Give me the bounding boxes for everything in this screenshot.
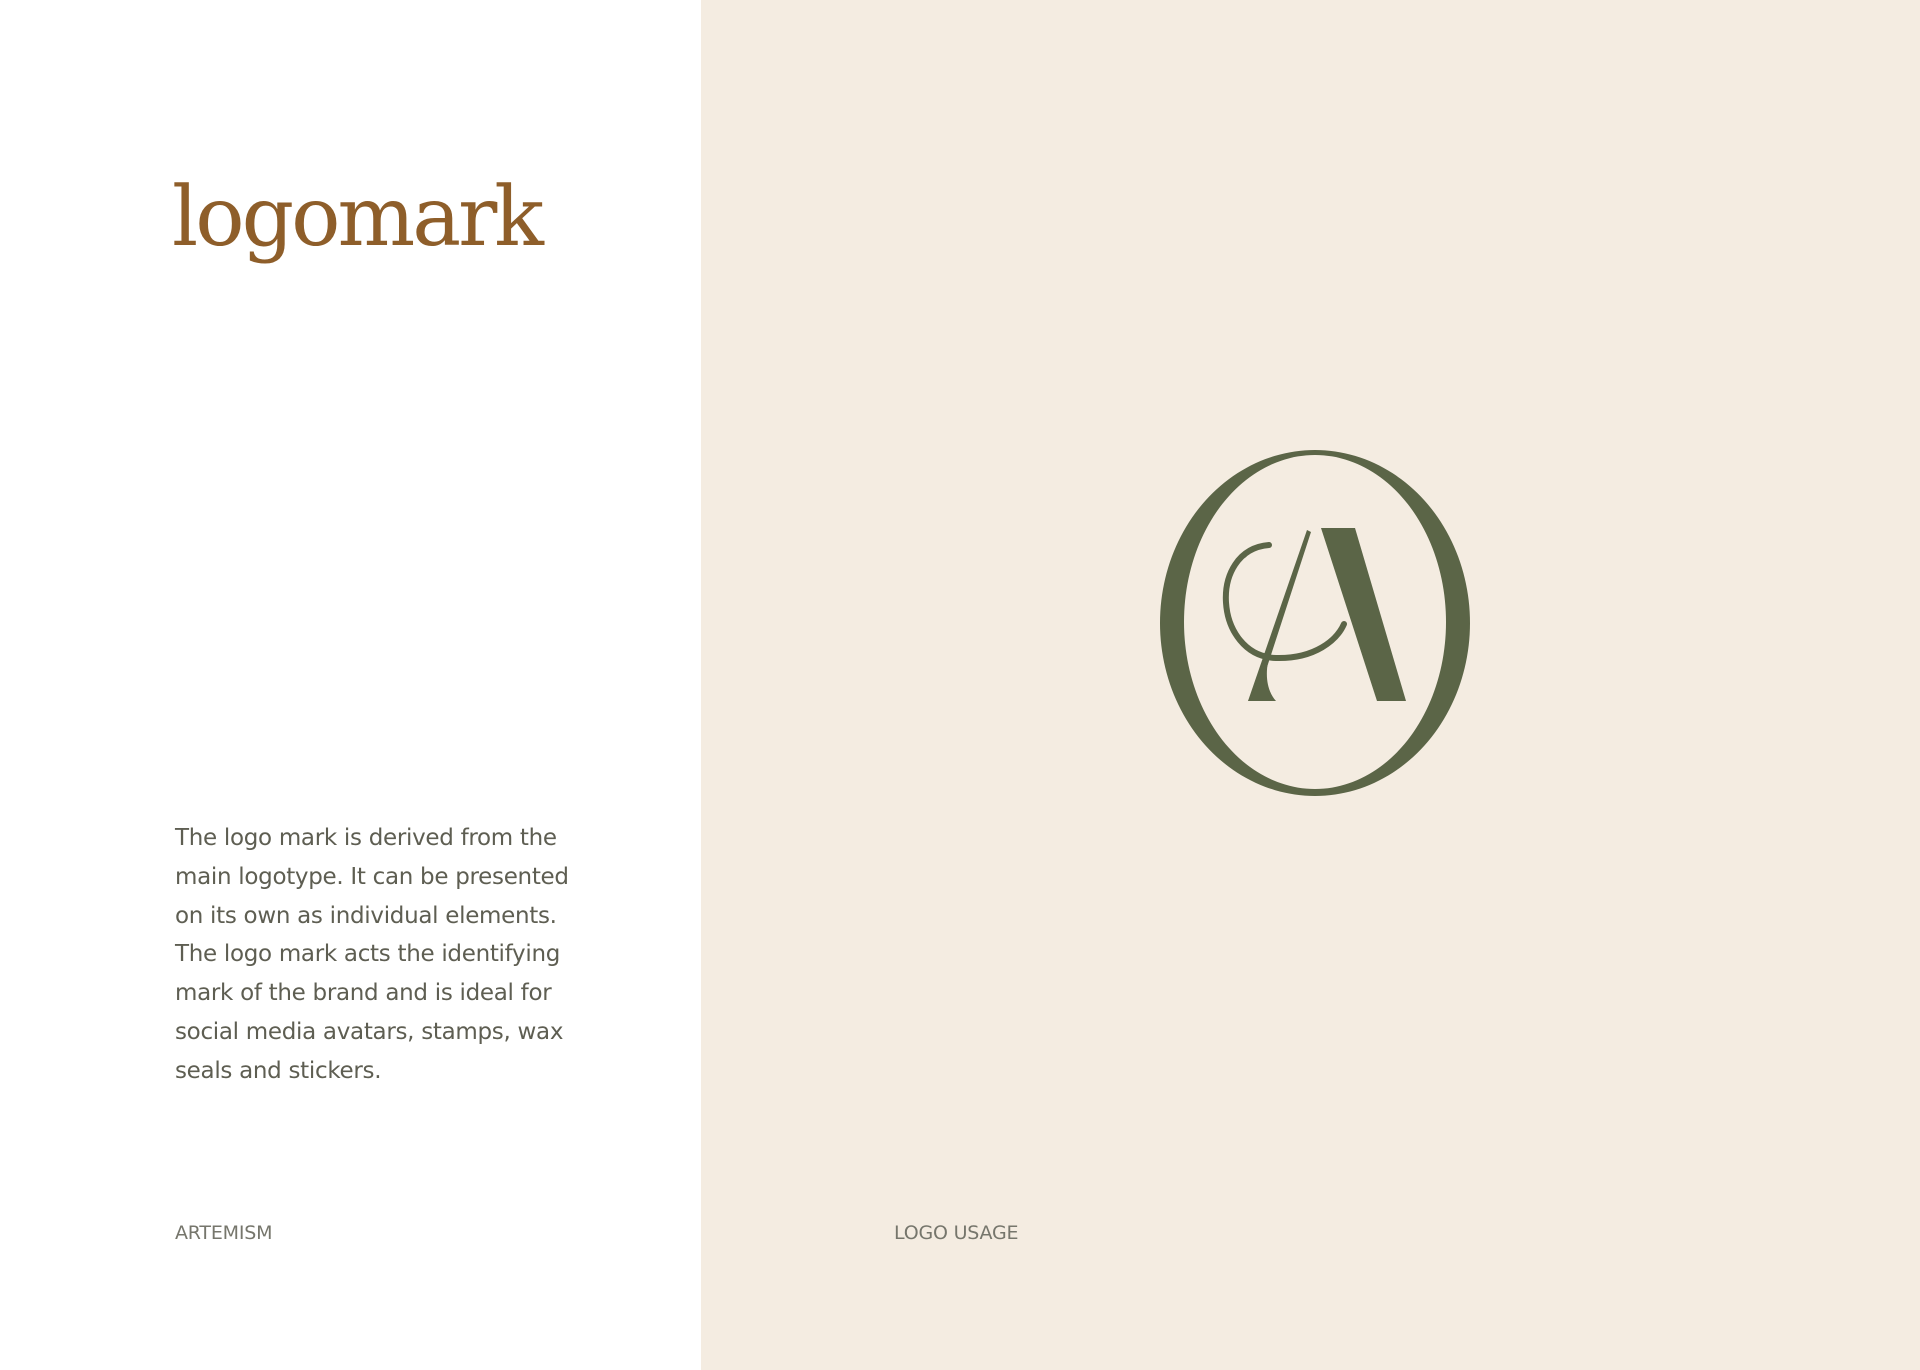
- footer-section-label: LOGO USAGE: [894, 1222, 1019, 1244]
- logo-a-right-leg: [1321, 528, 1406, 701]
- logo-shapes: [1160, 450, 1470, 796]
- logo-oval-ring: [1160, 450, 1470, 796]
- footer-brand-label: ARTEMISM: [175, 1222, 273, 1244]
- left-panel: [0, 0, 701, 1370]
- logo-a-left-stroke: [1248, 530, 1311, 701]
- logo-a-foot: [1248, 660, 1276, 701]
- ca-monogram-oval-logo-icon: [1155, 446, 1475, 796]
- page-title: logomark: [172, 170, 541, 265]
- description-text: The logo mark is derived from the main logotype. It can be presented on its own as individual elements. The logo mark acts the identifying mark of the brand and is ideal for social media avatars, stamps, wax seals and stickers.: [175, 825, 569, 1084]
